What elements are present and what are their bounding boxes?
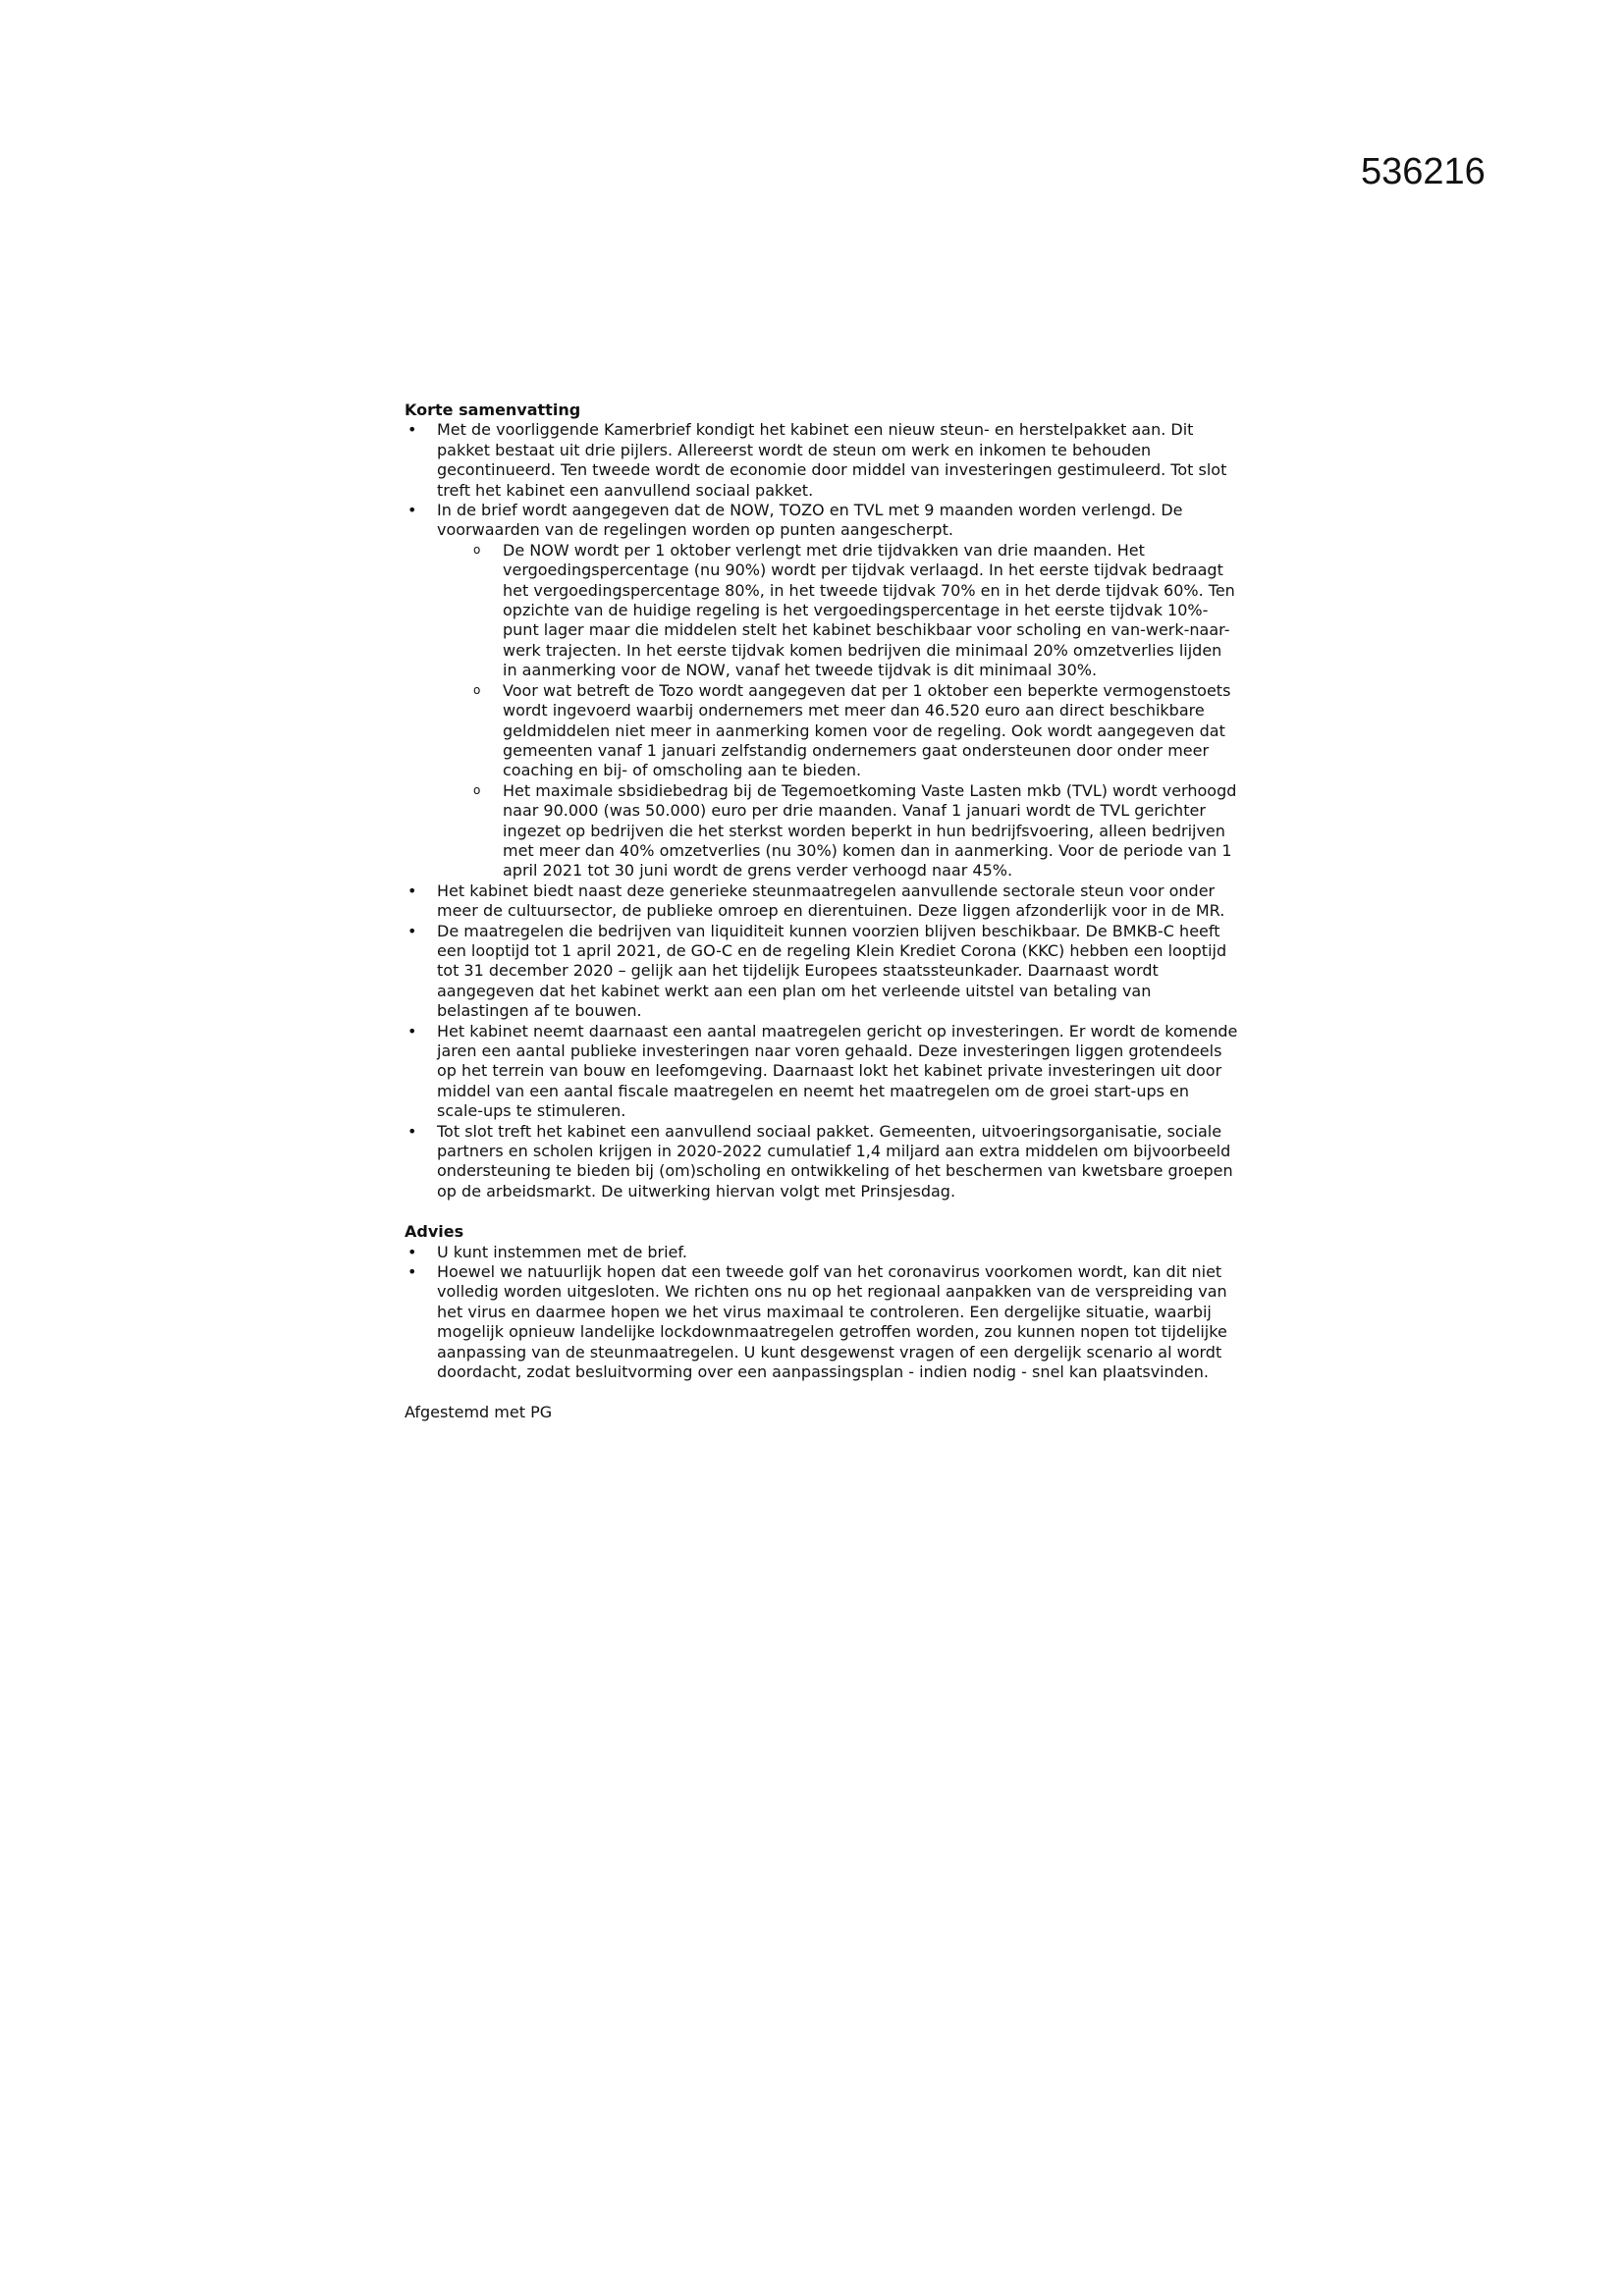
summary-bullet-4: • De maatregelen die bedrijven van liquiditeit kunnen voorzien blijven beschikbaar. De BMKB-C heeft een looptijd tot 1 april 2021, de GO-C en de regeling Klein Krediet Corona (KKC) hebben een looptijd tot 31 december 2020 – gelijk aan het tijdelijk Europees staatssteunkader. Daarnaast wordt aangegeven dat het kabinet werkt aan een plan om het verleende uitstel van betaling van belastingen af te bouwen.	[405, 922, 1239, 1022]
summary-bullet-2-text: In de brief wordt aangegeven dat de NOW, TOZO en TVL met 9 maanden worden verlengd. De voorwaarden van de regelingen worden op punten aangescherpt.	[437, 501, 1183, 540]
summary-bullet-2	[405, 501, 1239, 881]
advice-heading: Advies	[405, 1222, 464, 1242]
summary-heading: Korte samenvatting	[405, 400, 581, 419]
footer-note: Afgestemd met PG	[405, 1402, 553, 1421]
advice-bullet-1: • U kunt instemmen met de brief.	[405, 1243, 1239, 1262]
summary-bullet-1: • Met de voorliggende Kamerbrief kondigt het kabinet een nieuw steun- en herstelpakket aan. Dit pakket bestaat uit drie pijlers. Allereerst wordt de steun om werk en inkomen te behouden gecontinueerd. Ten tweede wordt de economie door middel van investeringen gestimuleerd. Tot slot treft het kabinet een aanvullend sociaal pakket.	[405, 420, 1239, 501]
advice-bullet-2: • Hoewel we natuurlijk hopen dat een tweede golf van het coronavirus voorkomen wordt, kan dit niet volledig worden uitgesloten. We richten ons nu op het regionaal aanpakken van de verspreiding van het virus en daarmee hopen we het virus maximaal te controleren. Een dergelijke situatie, waarbij mogelijk opnieuw landelijke lockdownmaatregelen getroffen worden, zou kunnen nopen tot tijdelijke aanpassing van de steunmaatregelen. U kunt desgewenst vragen of een dergelijk scenario al wordt doordacht, zodat besluitvorming over een aanpassingsplan - indien nodig - snel kan plaatsvinden.	[405, 1262, 1239, 1382]
summary-list	[405, 420, 1239, 1201]
document-number: 536216	[1361, 151, 1486, 192]
regulation-sublist	[437, 541, 1239, 881]
sub-bullet-now: o De NOW wordt per 1 oktober verlengt met drie tijdvakken van drie maanden. Het vergoedingspercentage (nu 90%) wordt per tijdvak verlaagd. In het eerste tijdvak bedraagt het vergoedingspercentage 80%, in het tweede tijdvak 70% en in het derde tijdvak 60%. Ten opzichte van de huidige regeling is het vergoedingspercentage in het eerste tijdvak 10%-punt lager maar die middelen stelt het kabinet beschikbaar voor scholing en van-werk-naar-werk trajecten. In het eerste tijdvak komen bedrijven die minimaal 20% omzetverlies lijden in aanmerking voor de NOW, vanaf het tweede tijdvak is dit minimaal 30%.	[470, 541, 1239, 681]
summary-bullet-3: • Het kabinet biedt naast deze generieke steunmaatregelen aanvullende sectorale steun voor onder meer de cultuursector, de publieke omroep en dierentuinen. Deze liggen afzonderlijk voor in de MR.	[405, 881, 1239, 922]
document-body	[405, 400, 1239, 1422]
sub-bullet-tozo: o Voor wat betreft de Tozo wordt aangegeven dat per 1 oktober een beperkte vermogenstoets wordt ingevoerd waarbij ondernemers met meer dan 46.520 euro aan direct beschikbare geldmiddelen niet meer in aanmerking komen voor de regeling. Ook wordt aangegeven dat gemeenten vanaf 1 januari zelfstandig ondernemers gaat ondersteunen door onder meer coaching en bij- of omscholing aan te bieden.	[470, 681, 1239, 781]
summary-bullet-6: • Tot slot treft het kabinet een aanvullend sociaal pakket. Gemeenten, uitvoeringsorganisatie, sociale partners en scholen krijgen in 2020-2022 cumulatief 1,4 miljard aan extra middelen om bijvoorbeeld ondersteuning te bieden bij (om)scholing en ontwikkeling of het beschermen van kwetsbare groepen op de arbeidsmarkt. De uitwerking hiervan volgt met Prinsjesdag.	[405, 1122, 1239, 1202]
sub-bullet-tvl: o Het maximale sbsidiebedrag bij de Tegemoetkoming Vaste Lasten mkb (TVL) wordt verhoogd naar 90.000 (was 50.000) euro per drie maanden. Vanaf 1 januari wordt de TVL gerichter ingezet op bedrijven die het sterkst worden beperkt in hun bedrijfsvoering, alleen bedrijven met meer dan 40% omzetverlies (nu 30%) komen dan in aanmerking. Voor de periode van 1 april 2021 tot 30 juni wordt de grens verder verhoogd naar 45%.	[470, 781, 1239, 881]
advice-list	[405, 1243, 1239, 1383]
summary-bullet-5: • Het kabinet neemt daarnaast een aantal maatregelen gericht op investeringen. Er wordt de komende jaren een aantal publieke investeringen naar voren gehaald. Deze investeringen liggen grotendeels op het terrein van bouw en leefomgeving. Daarnaast lokt het kabinet private investeringen uit door middel van een aantal fiscale maatregelen en neemt het maatregelen om de groei start-ups en scale-ups te stimuleren.	[405, 1022, 1239, 1122]
section-gap	[405, 1201, 1239, 1222]
